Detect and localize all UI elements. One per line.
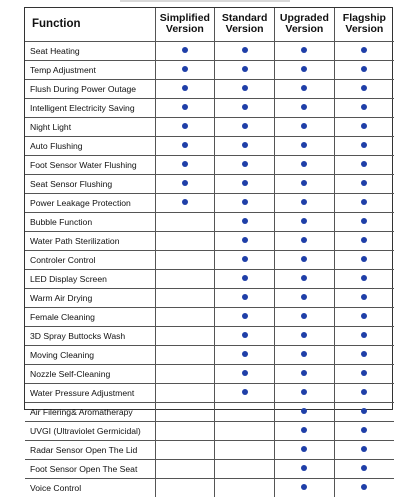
cell-flagship bbox=[334, 459, 394, 478]
table-row bbox=[25, 231, 394, 250]
included-dot-icon bbox=[182, 199, 188, 205]
cell-upgraded bbox=[275, 421, 335, 440]
table-row bbox=[25, 212, 394, 231]
included-dot-icon bbox=[361, 237, 367, 243]
cell-standard bbox=[215, 269, 275, 288]
feature-label: Air Filering& Aromatherapy bbox=[25, 402, 155, 421]
table-row bbox=[25, 364, 394, 383]
table-row bbox=[25, 326, 394, 345]
cell-flagship bbox=[334, 440, 394, 459]
included-dot-icon bbox=[182, 104, 188, 110]
included-dot-icon bbox=[361, 66, 367, 72]
included-dot-icon bbox=[361, 104, 367, 110]
table-row bbox=[25, 136, 394, 155]
feature-label: Flush During Power Outage bbox=[25, 79, 155, 98]
included-dot-icon bbox=[242, 123, 248, 129]
included-dot-icon bbox=[361, 256, 367, 262]
cell-upgraded bbox=[275, 60, 335, 79]
cell-upgraded bbox=[275, 98, 335, 117]
cell-standard bbox=[215, 117, 275, 136]
included-dot-icon bbox=[361, 142, 367, 148]
cell-simplified bbox=[155, 478, 215, 497]
included-dot-icon bbox=[301, 85, 307, 91]
cell-upgraded bbox=[275, 383, 335, 402]
cell-standard bbox=[215, 212, 275, 231]
table-row bbox=[25, 250, 394, 269]
cell-simplified bbox=[155, 288, 215, 307]
cell-simplified bbox=[155, 193, 215, 212]
cell-standard bbox=[215, 60, 275, 79]
feature-label: Seat Heating bbox=[25, 41, 155, 60]
cell-standard bbox=[215, 174, 275, 193]
cell-simplified bbox=[155, 136, 215, 155]
cell-flagship bbox=[334, 193, 394, 212]
included-dot-icon bbox=[242, 142, 248, 148]
cell-upgraded bbox=[275, 136, 335, 155]
cell-simplified bbox=[155, 459, 215, 478]
cell-simplified bbox=[155, 326, 215, 345]
included-dot-icon bbox=[361, 351, 367, 357]
included-dot-icon bbox=[301, 142, 307, 148]
included-dot-icon bbox=[301, 332, 307, 338]
cell-flagship bbox=[334, 136, 394, 155]
included-dot-icon bbox=[301, 408, 307, 414]
included-dot-icon bbox=[361, 370, 367, 376]
feature-label: LED Display Screen bbox=[25, 269, 155, 288]
included-dot-icon bbox=[361, 218, 367, 224]
feature-label: Voice Control bbox=[25, 478, 155, 497]
cell-flagship bbox=[334, 383, 394, 402]
included-dot-icon bbox=[361, 313, 367, 319]
cell-upgraded bbox=[275, 345, 335, 364]
cell-simplified bbox=[155, 364, 215, 383]
table-row bbox=[25, 41, 394, 60]
included-dot-icon bbox=[242, 275, 248, 281]
cell-simplified bbox=[155, 440, 215, 459]
table-row bbox=[25, 383, 394, 402]
included-dot-icon bbox=[242, 85, 248, 91]
included-dot-icon bbox=[301, 275, 307, 281]
cell-upgraded bbox=[275, 250, 335, 269]
table-row bbox=[25, 193, 394, 212]
cell-upgraded bbox=[275, 440, 335, 459]
cell-flagship bbox=[334, 326, 394, 345]
cell-upgraded bbox=[275, 212, 335, 231]
header-line: Flagship bbox=[342, 12, 386, 25]
cell-upgraded bbox=[275, 117, 335, 136]
included-dot-icon bbox=[242, 161, 248, 167]
cell-upgraded bbox=[275, 79, 335, 98]
feature-label: Night Light bbox=[25, 117, 155, 136]
table-row bbox=[25, 117, 394, 136]
cell-upgraded bbox=[275, 459, 335, 478]
cell-flagship bbox=[334, 212, 394, 231]
cell-standard bbox=[215, 155, 275, 174]
cell-upgraded bbox=[275, 364, 335, 383]
included-dot-icon bbox=[361, 199, 367, 205]
cell-upgraded bbox=[275, 402, 335, 421]
table-row bbox=[25, 459, 394, 478]
cell-simplified bbox=[155, 383, 215, 402]
table-row bbox=[25, 174, 394, 193]
included-dot-icon bbox=[182, 66, 188, 72]
cell-flagship bbox=[334, 98, 394, 117]
cell-standard bbox=[215, 478, 275, 497]
cell-simplified bbox=[155, 60, 215, 79]
cell-upgraded bbox=[275, 478, 335, 497]
included-dot-icon bbox=[301, 313, 307, 319]
cell-flagship bbox=[334, 269, 394, 288]
cell-standard bbox=[215, 79, 275, 98]
feature-label: Seat Sensor Flushing bbox=[25, 174, 155, 193]
cell-simplified bbox=[155, 174, 215, 193]
included-dot-icon bbox=[301, 161, 307, 167]
included-dot-icon bbox=[242, 237, 248, 243]
cell-standard bbox=[215, 193, 275, 212]
cell-upgraded bbox=[275, 231, 335, 250]
included-dot-icon bbox=[361, 47, 367, 53]
cell-upgraded bbox=[275, 307, 335, 326]
table-row bbox=[25, 307, 394, 326]
feature-label: Warm Air Drying bbox=[25, 288, 155, 307]
feature-label: 3D Spray Buttocks Wash bbox=[25, 326, 155, 345]
included-dot-icon bbox=[361, 332, 367, 338]
header-upgraded bbox=[275, 8, 335, 41]
included-dot-icon bbox=[361, 408, 367, 414]
feature-label: Auto Flushing bbox=[25, 136, 155, 155]
cell-standard bbox=[215, 231, 275, 250]
feature-label: Bubble Function bbox=[25, 212, 155, 231]
cell-standard bbox=[215, 136, 275, 155]
header-line: Version bbox=[285, 23, 324, 36]
cell-simplified bbox=[155, 155, 215, 174]
included-dot-icon bbox=[361, 161, 367, 167]
included-dot-icon bbox=[301, 104, 307, 110]
feature-label: Nozzle Self-Cleaning bbox=[25, 364, 155, 383]
included-dot-icon bbox=[301, 370, 307, 376]
cell-standard bbox=[215, 326, 275, 345]
included-dot-icon bbox=[301, 218, 307, 224]
header-standard bbox=[215, 8, 275, 41]
included-dot-icon bbox=[361, 484, 367, 490]
cell-simplified bbox=[155, 345, 215, 364]
cell-flagship bbox=[334, 174, 394, 193]
comparison-table bbox=[24, 7, 393, 493]
cell-simplified bbox=[155, 98, 215, 117]
included-dot-icon bbox=[361, 85, 367, 91]
cell-flagship bbox=[334, 117, 394, 136]
included-dot-icon bbox=[182, 161, 188, 167]
cell-upgraded bbox=[275, 288, 335, 307]
cell-upgraded bbox=[275, 193, 335, 212]
included-dot-icon bbox=[242, 104, 248, 110]
header-function: Function bbox=[25, 8, 155, 41]
cell-flagship bbox=[334, 231, 394, 250]
feature-label: Foot Sensor Water Flushing bbox=[25, 155, 155, 174]
header-line: Upgraded bbox=[279, 12, 329, 25]
cell-simplified bbox=[155, 269, 215, 288]
feature-label: Temp Adjustment bbox=[25, 60, 155, 79]
cell-flagship bbox=[334, 41, 394, 60]
feature-label: Moving Cleaning bbox=[25, 345, 155, 364]
cell-simplified bbox=[155, 231, 215, 250]
cell-simplified bbox=[155, 117, 215, 136]
included-dot-icon bbox=[301, 47, 307, 53]
cell-flagship bbox=[334, 421, 394, 440]
cell-standard bbox=[215, 459, 275, 478]
cell-simplified bbox=[155, 307, 215, 326]
feature-label: Intelligent Electricity Saving bbox=[25, 98, 155, 117]
cell-flagship bbox=[334, 478, 394, 497]
feature-label: Controler Control bbox=[25, 250, 155, 269]
included-dot-icon bbox=[242, 313, 248, 319]
cell-flagship bbox=[334, 307, 394, 326]
header-row bbox=[25, 8, 394, 41]
cell-simplified bbox=[155, 212, 215, 231]
cell-flagship bbox=[334, 364, 394, 383]
table-row bbox=[25, 155, 394, 174]
cell-upgraded bbox=[275, 326, 335, 345]
cell-flagship bbox=[334, 345, 394, 364]
cell-flagship bbox=[334, 402, 394, 421]
included-dot-icon bbox=[301, 237, 307, 243]
table-row bbox=[25, 402, 394, 421]
header-line: Simplified bbox=[159, 12, 210, 25]
cell-standard bbox=[215, 440, 275, 459]
cell-standard bbox=[215, 98, 275, 117]
table-body bbox=[25, 41, 394, 497]
included-dot-icon bbox=[182, 85, 188, 91]
included-dot-icon bbox=[242, 47, 248, 53]
table-row bbox=[25, 288, 394, 307]
included-dot-icon bbox=[242, 351, 248, 357]
cell-standard bbox=[215, 41, 275, 60]
included-dot-icon bbox=[182, 180, 188, 186]
cell-standard bbox=[215, 383, 275, 402]
included-dot-icon bbox=[361, 427, 367, 433]
included-dot-icon bbox=[301, 446, 307, 452]
cell-standard bbox=[215, 345, 275, 364]
cell-flagship bbox=[334, 79, 394, 98]
cell-flagship bbox=[334, 250, 394, 269]
included-dot-icon bbox=[301, 180, 307, 186]
included-dot-icon bbox=[301, 484, 307, 490]
included-dot-icon bbox=[301, 199, 307, 205]
cell-flagship bbox=[334, 288, 394, 307]
cell-simplified bbox=[155, 402, 215, 421]
cell-flagship bbox=[334, 155, 394, 174]
cell-upgraded bbox=[275, 41, 335, 60]
included-dot-icon bbox=[301, 389, 307, 395]
feature-label: Foot Sensor Open The Seat bbox=[25, 459, 155, 478]
included-dot-icon bbox=[242, 370, 248, 376]
table-row bbox=[25, 478, 394, 497]
table-row bbox=[25, 345, 394, 364]
feature-label: Radar Sensor Open The Lid bbox=[25, 440, 155, 459]
cell-standard bbox=[215, 250, 275, 269]
feature-label: Power Leakage Protection bbox=[25, 193, 155, 212]
cell-standard bbox=[215, 402, 275, 421]
feature-label: UVGI (Ultraviolet Germicidal) bbox=[25, 421, 155, 440]
included-dot-icon bbox=[182, 142, 188, 148]
included-dot-icon bbox=[301, 294, 307, 300]
included-dot-icon bbox=[242, 332, 248, 338]
included-dot-icon bbox=[242, 218, 248, 224]
included-dot-icon bbox=[242, 66, 248, 72]
header-line: Version bbox=[165, 23, 204, 36]
included-dot-icon bbox=[301, 66, 307, 72]
included-dot-icon bbox=[301, 123, 307, 129]
cell-standard bbox=[215, 421, 275, 440]
feature-label: Female Cleaning bbox=[25, 307, 155, 326]
header-line: Standard bbox=[221, 12, 268, 25]
included-dot-icon bbox=[361, 275, 367, 281]
included-dot-icon bbox=[361, 294, 367, 300]
included-dot-icon bbox=[182, 47, 188, 53]
included-dot-icon bbox=[242, 199, 248, 205]
feature-label: Water Path Sterilization bbox=[25, 231, 155, 250]
cell-standard bbox=[215, 288, 275, 307]
cell-standard bbox=[215, 364, 275, 383]
header-flagship bbox=[334, 8, 394, 41]
table-row bbox=[25, 60, 394, 79]
feature-label: Water Pressure Adjustment bbox=[25, 383, 155, 402]
cell-standard bbox=[215, 307, 275, 326]
cell-simplified bbox=[155, 79, 215, 98]
included-dot-icon bbox=[301, 256, 307, 262]
included-dot-icon bbox=[301, 351, 307, 357]
cell-upgraded bbox=[275, 269, 335, 288]
included-dot-icon bbox=[182, 123, 188, 129]
included-dot-icon bbox=[242, 180, 248, 186]
included-dot-icon bbox=[242, 256, 248, 262]
header-line: Version bbox=[225, 23, 264, 36]
cell-simplified bbox=[155, 41, 215, 60]
included-dot-icon bbox=[242, 389, 248, 395]
included-dot-icon bbox=[361, 389, 367, 395]
cell-flagship bbox=[334, 60, 394, 79]
included-dot-icon bbox=[361, 465, 367, 471]
top-cut-line bbox=[120, 0, 290, 2]
cell-simplified bbox=[155, 250, 215, 269]
cell-upgraded bbox=[275, 174, 335, 193]
cell-simplified bbox=[155, 421, 215, 440]
header-line: Version bbox=[345, 23, 384, 36]
included-dot-icon bbox=[301, 427, 307, 433]
table-row bbox=[25, 269, 394, 288]
table-row bbox=[25, 421, 394, 440]
header-simplified bbox=[155, 8, 215, 41]
table-row bbox=[25, 79, 394, 98]
included-dot-icon bbox=[361, 446, 367, 452]
table-row bbox=[25, 440, 394, 459]
included-dot-icon bbox=[361, 123, 367, 129]
table-row bbox=[25, 98, 394, 117]
included-dot-icon bbox=[361, 180, 367, 186]
cell-upgraded bbox=[275, 155, 335, 174]
included-dot-icon bbox=[301, 465, 307, 471]
included-dot-icon bbox=[242, 294, 248, 300]
